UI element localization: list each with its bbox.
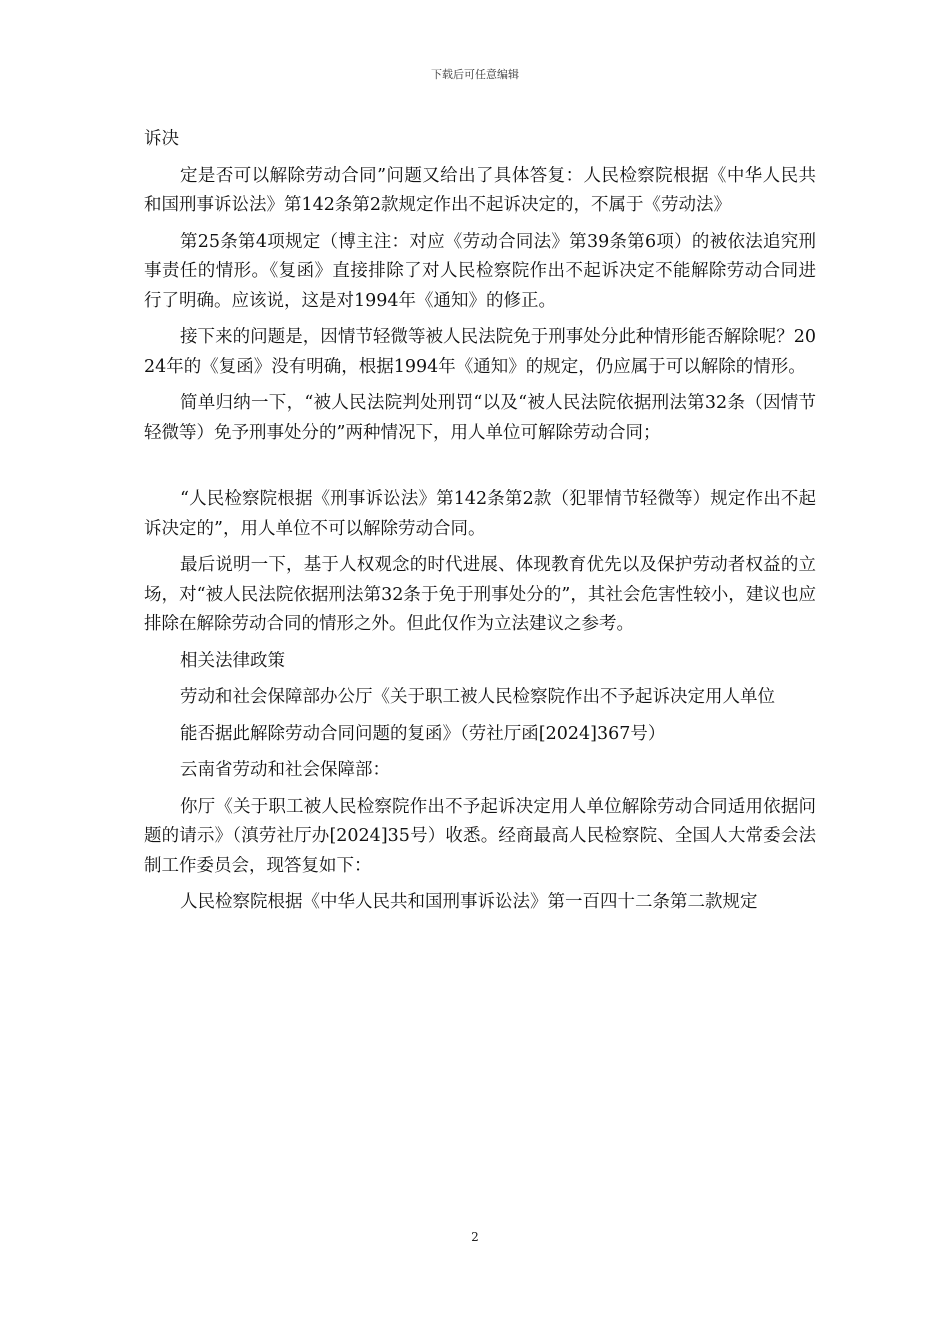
paragraph-1: 诉决 xyxy=(144,129,179,149)
paragraph-8: 劳动和社会保障部办公厅《关于职工被人民检察院作出不予起诉决定用人单位 xyxy=(180,687,775,707)
paragraph-4: 接下来的问题是，因情节轻微等被人民法院免于刑事处分此种情形能否解除呢？2024年的《复函》没有明确，根据1994年《通知》的规定，仍应属于可以解除的情形。 xyxy=(144,327,816,377)
paragraph-10: 你厅《关于职工被人民检察院作出不予起诉决定用人单位解除劳动合同适用依据问题的请示》（滇劳社厅办[2024]35号）收悉。经商最高人民检察院、全国人大常委会法制工作委员会，现答复如下： xyxy=(144,796,816,876)
paragraph-5: 简单归纳一下，“被人民法院判处刑罚“以及“被人民法院依据刑法第32条（因情节轻微等）免予刑事处分的”两种情况下，用人单位可解除劳动合同； xyxy=(144,393,816,443)
document-body xyxy=(144,125,816,925)
section-heading: 相关法律政策 xyxy=(180,650,285,671)
paragraph-spacer xyxy=(144,455,816,485)
page-header: 下载后可任意编辑 xyxy=(431,68,519,81)
page-number: 2 xyxy=(471,1230,479,1244)
paragraph-6: “人民检察院根据《刑事诉讼法》第142条第2款（犯罪情节轻微等）规定作出不起诉决定的”，用人单位不可以解除劳动合同。 xyxy=(144,489,816,539)
paragraph-7: 最后说明一下，基于人权观念的时代进展、体现教育优先以及保护劳动者权益的立场，对“被人民法院依据刑法第32条于免于刑事处分的”，其社会危害性较小，建议也应排除在解除劳动合同的情形之外。但此仅作为立法建议之参考。 xyxy=(144,555,816,634)
addressee: 云南省劳动和社会保障部： xyxy=(180,760,390,780)
paragraph-9: 能否据此解除劳动合同问题的复函》（劳社厅函[2024]367号） xyxy=(180,723,666,744)
paragraph-11: 人民检察院根据《中华人民共和国刑事诉讼法》第一百四十二条第二款规定 xyxy=(180,892,758,912)
paragraph-3: 第25条第4项规定（博主注：对应《劳动合同法》第39条第6项）的被依法追究刑事责任的情形。《复函》直接排除了对人民检察院作出不起诉决定不能解除劳动合同进行了明确。应该说，这是对1994年《通知》的修正。 xyxy=(144,231,816,311)
paragraph-2: 定是否可以解除劳动合同”问题又给出了具体答复：人民检察院根据《中华人民共和国刑事诉讼法》第142条第2款规定作出不起诉决定的，不属于《劳动法》 xyxy=(144,165,816,215)
